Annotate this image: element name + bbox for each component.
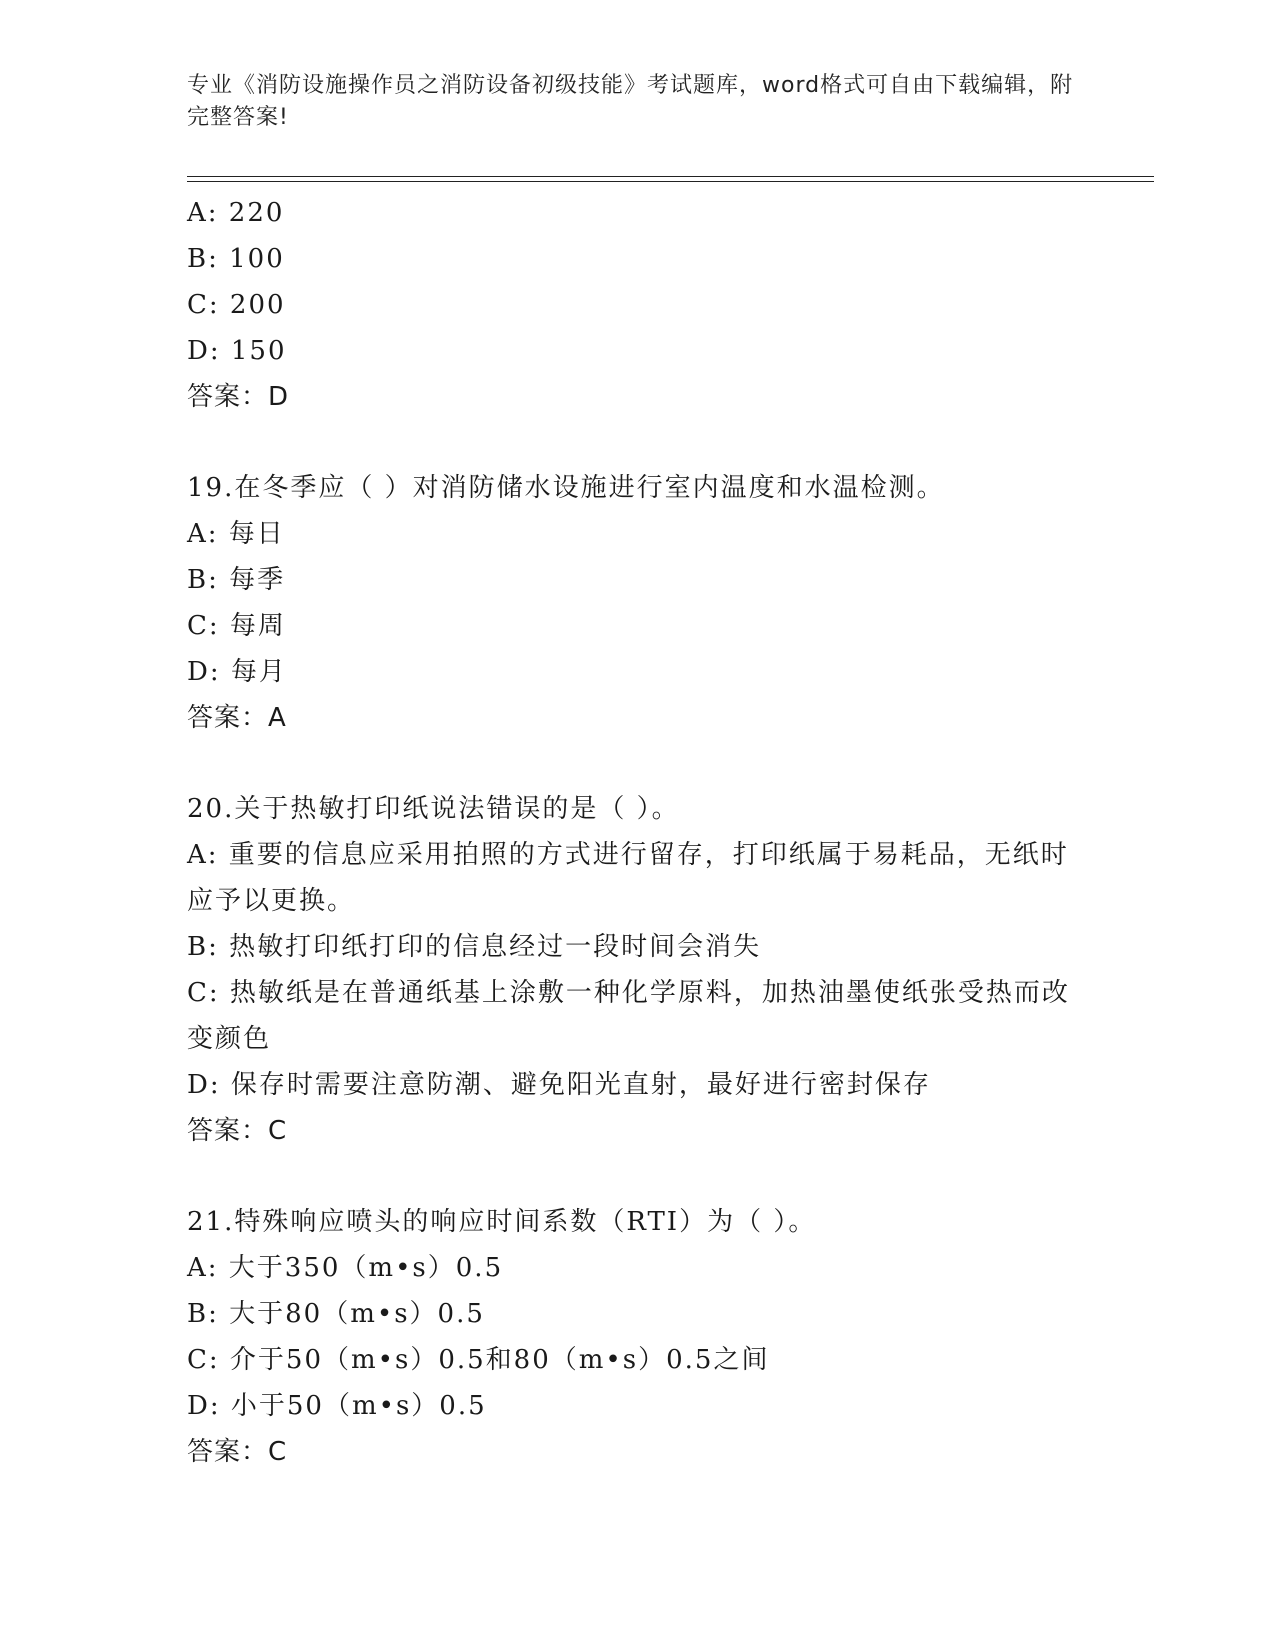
option-a: A: 每日 [187,519,285,549]
header-rule-top [187,176,1154,177]
option-c: C: 介于50（m•s）0.5和80（m•s）0.5之间 [187,1345,770,1375]
option-b: B: 每季 [187,565,286,595]
option-a: A: 220 [187,198,285,228]
option-d: D: 150 [187,336,287,366]
question-block-18 [187,190,1087,420]
option-b: B: 100 [187,244,285,274]
question-block-20 [187,786,1087,1154]
answer-label: 答案：A [187,703,287,733]
option-c: C: 200 [187,290,286,320]
header-rule-bottom [187,181,1154,182]
answer-label: 答案：C [187,1437,288,1467]
question-block-19 [187,465,1087,741]
answer-label: 答案：C [187,1116,288,1146]
option-a: A: 重要的信息应采用拍照的方式进行留存，打印纸属于易耗品，无纸时应予以更换。 [187,840,1069,916]
option-b: B: 热敏打印纸打印的信息经过一段时间会消失 [187,932,762,962]
option-d: D: 保存时需要注意防潮、避免阳光直射，最好进行密封保存 [187,1070,931,1100]
option-c: C: 每周 [187,611,286,641]
question-block-21 [187,1199,1087,1475]
document-header: 专业《消防设施操作员之消防设备初级技能》考试题库，word格式可自由下载编辑，附完整答案! [187,73,1074,130]
option-a: A: 大于350（m•s）0.5 [187,1253,504,1283]
question-stem: 20.关于热敏打印纸说法错误的是（ ）。 [187,794,680,824]
question-stem: 19.在冬季应（ ）对消防储水设施进行室内温度和水温检测。 [187,473,945,503]
option-d: D: 每月 [187,657,287,687]
answer-label: 答案：D [187,382,290,412]
question-list [187,190,1087,1475]
option-c: C: 热敏纸是在普通纸基上涂敷一种化学原料，加热油墨使纸张受热而改变颜色 [187,978,1070,1054]
question-stem: 21.特殊响应喷头的响应时间系数（RTI）为（ ）。 [187,1207,817,1237]
option-b: B: 大于80（m•s）0.5 [187,1299,485,1329]
option-d: D: 小于50（m•s）0.5 [187,1391,487,1421]
